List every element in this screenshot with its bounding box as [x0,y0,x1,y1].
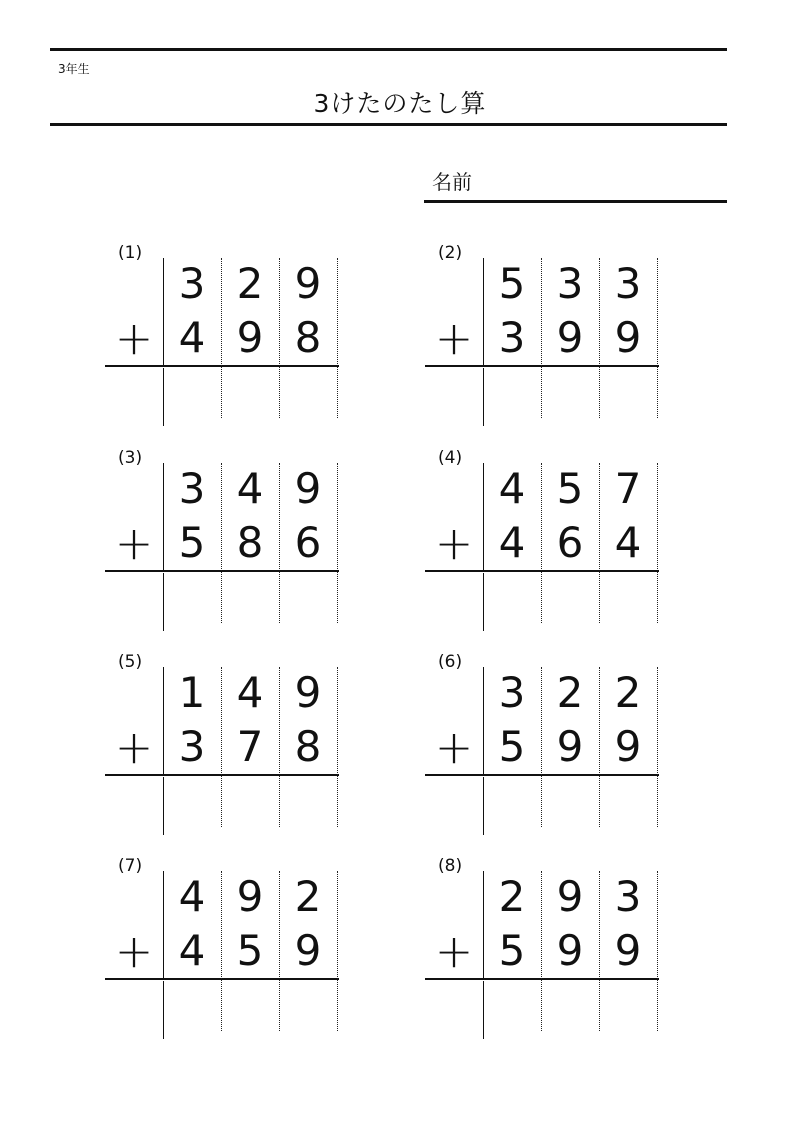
plus-sign: + [114,516,154,570]
top-digit-hundreds: 4 [498,464,526,513]
column-divider [163,981,164,1039]
bottom-digit-tens: 9 [236,313,264,362]
sum-line [425,570,659,572]
top-digit-ones: 3 [614,259,642,308]
bottom-digit-tens: 7 [236,722,264,771]
column-divider [483,981,484,1039]
column-divider [163,573,164,631]
top-digit-ones: 9 [294,668,322,717]
bottom-digit-hundreds: 3 [178,722,206,771]
bottom-digit-hundreds: 3 [498,313,526,362]
bottom-digit-ones: 6 [294,518,322,567]
problem-6 [425,652,665,840]
sum-line [425,774,659,776]
plus-sign: + [434,924,474,978]
top-digit-hundreds: 3 [178,259,206,308]
plus-sign: + [434,516,474,570]
problem-5 [105,652,345,840]
column-divider [483,368,484,426]
bottom-digit-hundreds: 4 [178,926,206,975]
top-digit-ones: 2 [614,668,642,717]
top-digit-hundreds: 4 [178,872,206,921]
sum-line [105,774,339,776]
sum-line [105,978,339,980]
sum-line [105,570,339,572]
bottom-digit-ones: 4 [614,518,642,567]
bottom-digit-hundreds: 4 [498,518,526,567]
bottom-digit-tens: 8 [236,518,264,567]
problem-7 [105,856,345,1044]
top-digit-hundreds: 1 [178,668,206,717]
bottom-digit-ones: 9 [614,926,642,975]
top-digit-tens: 5 [556,464,584,513]
column-divider [163,368,164,426]
bottom-digit-hundreds: 5 [178,518,206,567]
problem-number: (2) [438,243,463,263]
top-digit-ones: 2 [294,872,322,921]
problem-8 [425,856,665,1044]
plus-sign: + [114,311,154,365]
top-digit-ones: 9 [294,259,322,308]
bottom-digit-tens: 5 [236,926,264,975]
column-divider [337,258,338,418]
problem-number: (3) [118,448,143,468]
top-digit-tens: 4 [236,464,264,513]
top-digit-ones: 3 [614,872,642,921]
header-bottom-rule [50,123,727,126]
top-digit-hundreds: 5 [498,259,526,308]
bottom-digit-ones: 9 [614,722,642,771]
bottom-digit-hundreds: 5 [498,926,526,975]
bottom-digit-hundreds: 5 [498,722,526,771]
bottom-digit-tens: 9 [556,722,584,771]
sum-line [105,365,339,367]
grade-label: 3年生 [58,62,90,76]
problem-number: (6) [438,652,463,672]
column-divider [163,777,164,835]
plus-sign: + [114,924,154,978]
plus-sign: + [434,311,474,365]
problem-number: (1) [118,243,143,263]
problem-number: (4) [438,448,463,468]
column-divider [337,871,338,1031]
worksheet-title: 3けたのたし算 [313,89,487,118]
top-digit-ones: 7 [614,464,642,513]
header-top-rule [50,48,727,51]
top-digit-tens: 4 [236,668,264,717]
sum-line [425,978,659,980]
name-label: 名前 [432,170,472,194]
top-digit-tens: 3 [556,259,584,308]
top-digit-hundreds: 3 [178,464,206,513]
problem-4 [425,448,665,636]
column-divider [657,258,658,418]
column-divider [337,463,338,623]
column-divider [483,573,484,631]
top-digit-tens: 9 [556,872,584,921]
bottom-digit-hundreds: 4 [178,313,206,362]
top-digit-ones: 9 [294,464,322,513]
bottom-digit-tens: 6 [556,518,584,567]
bottom-digit-ones: 9 [294,926,322,975]
top-digit-tens: 2 [236,259,264,308]
problem-1 [105,243,345,431]
problem-number: (5) [118,652,143,672]
sum-line [425,365,659,367]
plus-sign: + [434,720,474,774]
column-divider [657,463,658,623]
problem-number: (8) [438,856,463,876]
problem-number: (7) [118,856,143,876]
problem-2 [425,243,665,431]
column-divider [337,667,338,827]
top-digit-tens: 2 [556,668,584,717]
bottom-digit-ones: 8 [294,722,322,771]
column-divider [657,871,658,1031]
problem-3 [105,448,345,636]
bottom-digit-tens: 9 [556,313,584,362]
column-divider [657,667,658,827]
bottom-digit-ones: 8 [294,313,322,362]
top-digit-hundreds: 3 [498,668,526,717]
column-divider [483,777,484,835]
plus-sign: + [114,720,154,774]
top-digit-hundreds: 2 [498,872,526,921]
bottom-digit-ones: 9 [614,313,642,362]
top-digit-tens: 9 [236,872,264,921]
bottom-digit-tens: 9 [556,926,584,975]
name-write-line[interactable] [424,200,727,203]
